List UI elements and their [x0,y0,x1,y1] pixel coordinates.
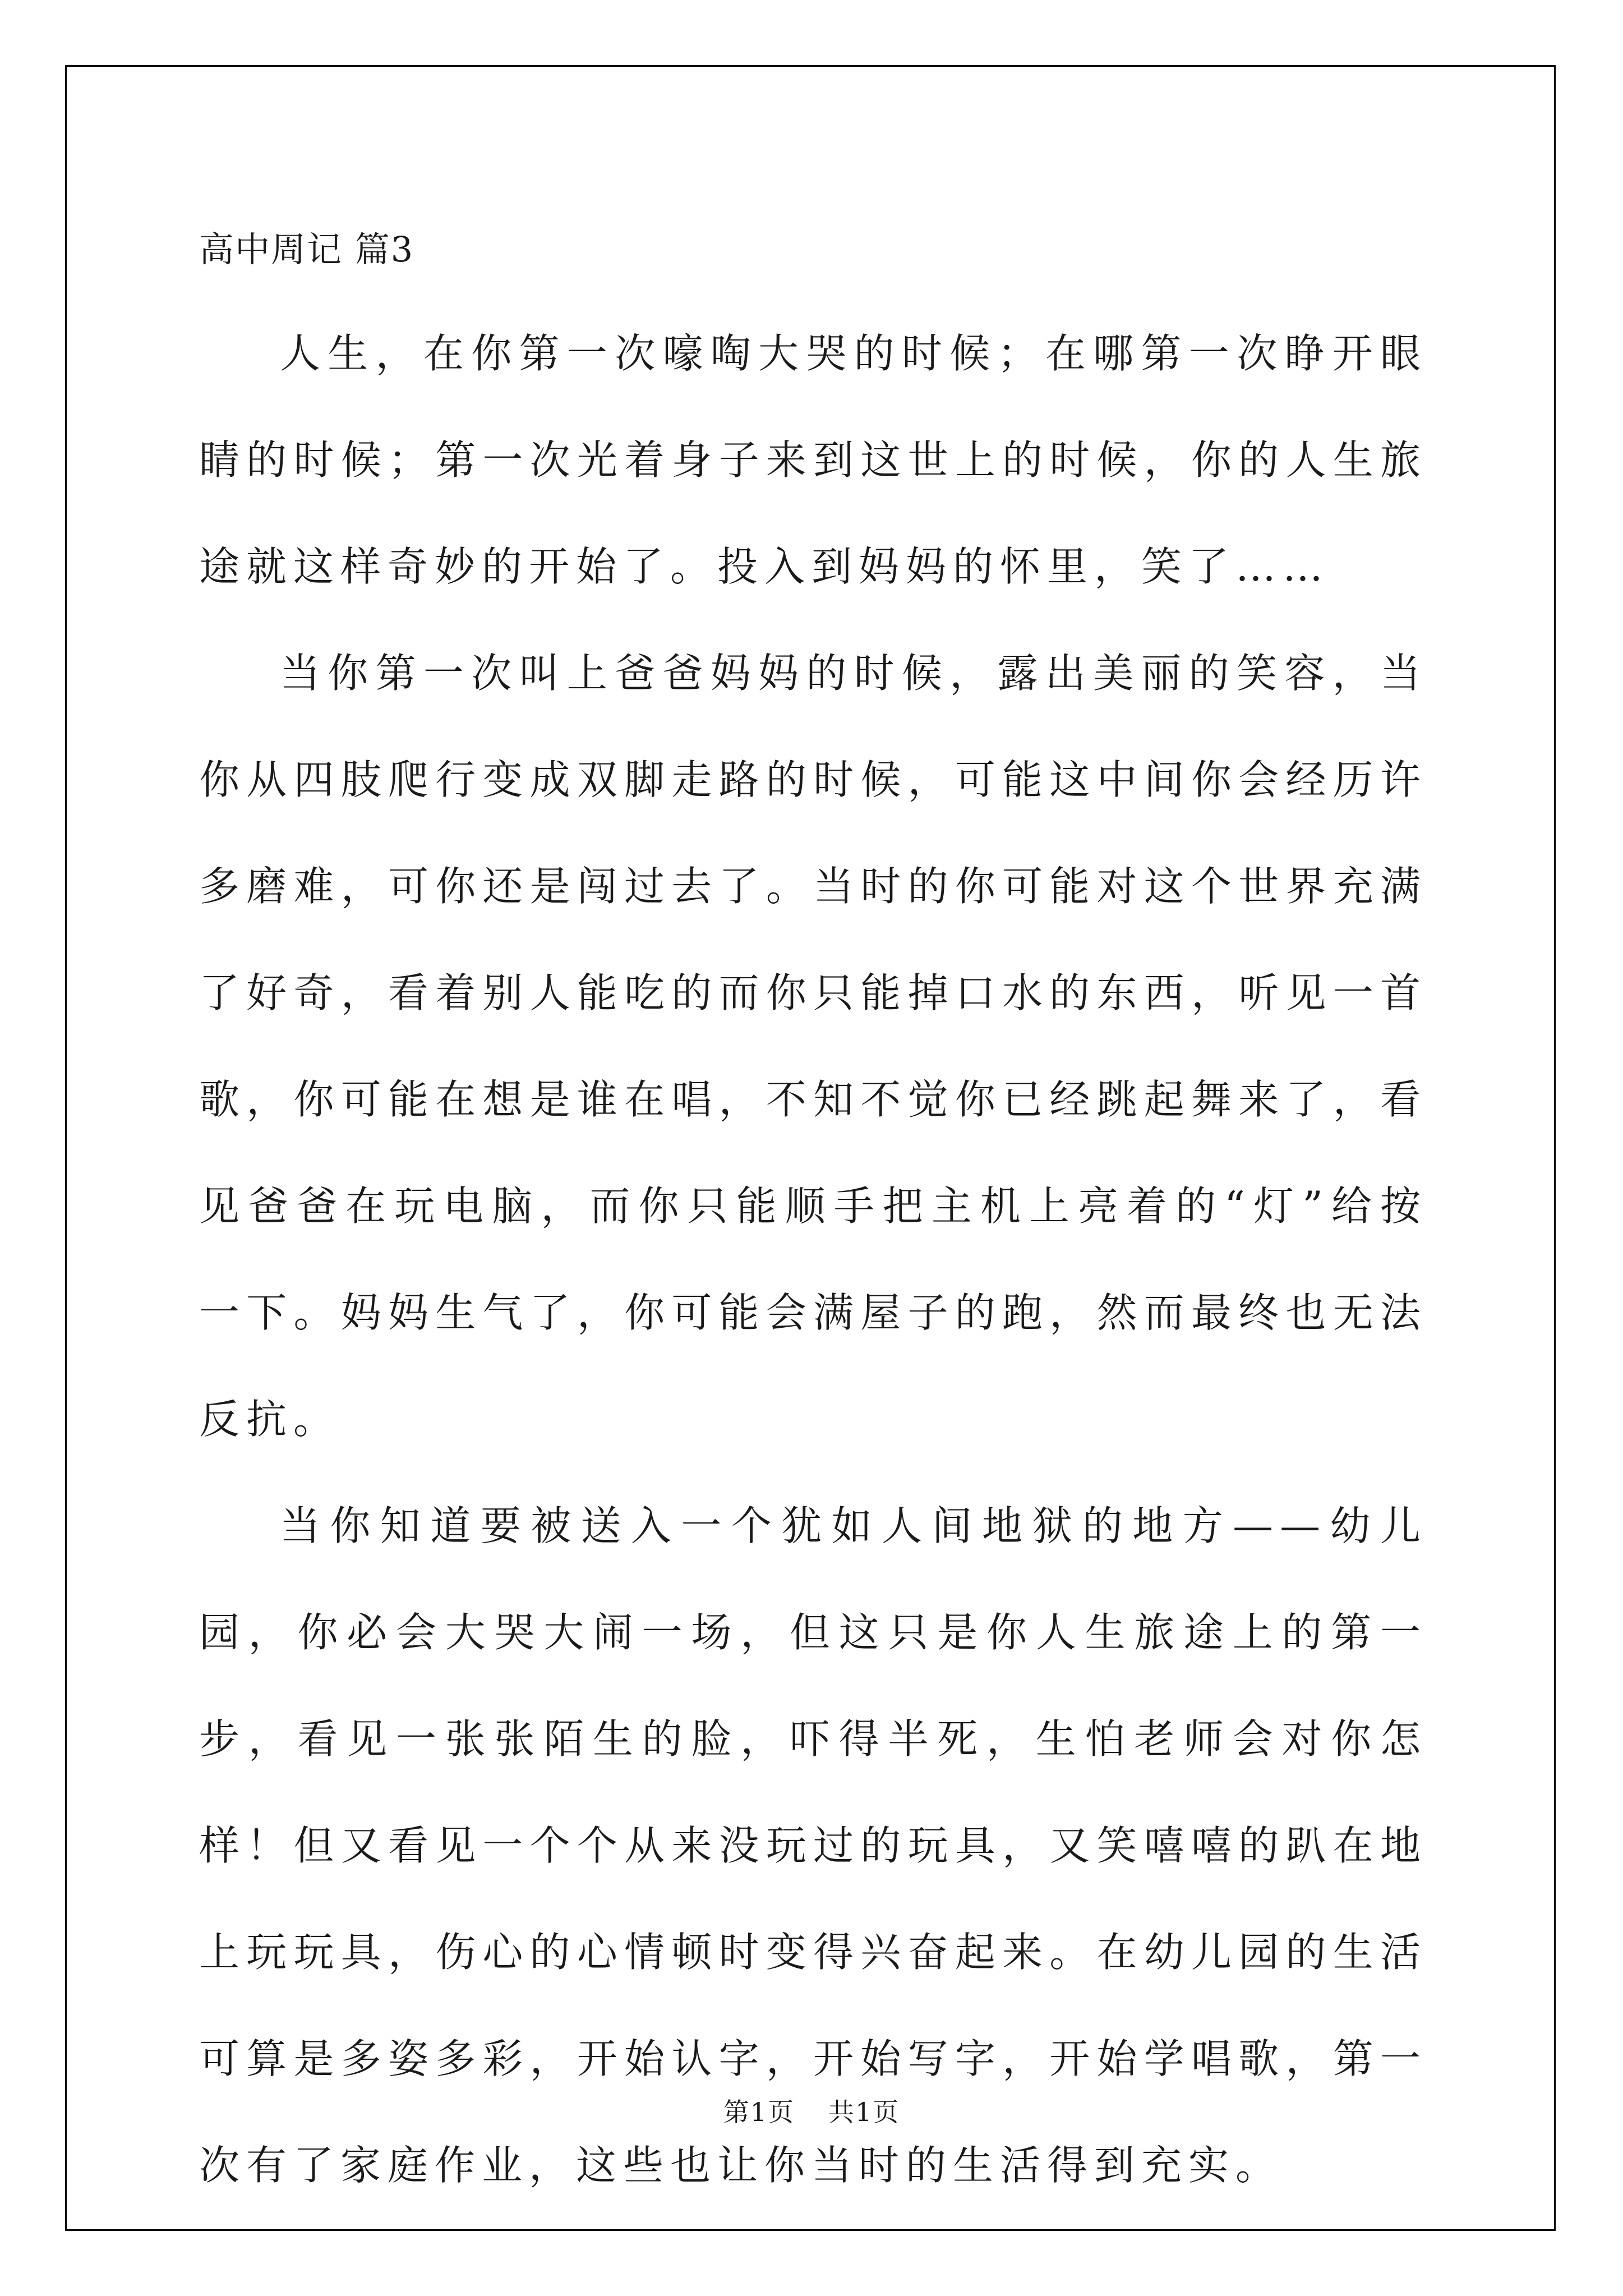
document-body [199,222,1427,2219]
page-total: 共1页 [828,2097,900,2127]
document-title: 高中周记 篇3 [199,229,414,270]
page-footer [0,2095,1623,2129]
page-number: 第1页 [723,2097,795,2127]
paragraph-1: 人生，在你第一次嚎啕大哭的时候；在哪第一次睁开眼睛的时候；第一次光着身子来到这世上的时候，你的人生旅途就这样奇妙的开始了。投入到妈妈的怀里，笑了…… [199,330,1427,590]
paragraph-3: 当你知道要被送入一个犹如人间地狱的地方——幼儿园，你必会大哭大闹一场，但这只是你人生旅途上的第一步，看见一张张陌生的脸，吓得半死，生怕老师会对你怎样！但又看见一个个从来没玩过的玩具，又笑嘻嘻的趴在地上玩玩具，伤心的心情顿时变得兴奋起来。在幼儿园的生活可算是多姿多彩，开始认字，开始写字，开始学唱歌，第一次有了家庭作业，这些也让你当时的生活得到充实。 [199,1502,1427,2189]
paragraph-2: 当你第一次叫上爸爸妈妈的时候，露出美丽的笑容，当你从四肢爬行变成双脚走路的时候，可能这中间你会经历许多磨难，可你还是闯过去了。当时的你可能对这个世界充满了好奇，看着别人能吃的而你只能掉口水的东西，听见一首歌，你可能在想是谁在唱，不知不觉你已经跳起舞来了，看见爸爸在玩电脑，而你只能顺手把主机上亮着的“灯”给按一下。妈妈生气了，你可能会满屋子的跑，然而最终也无法反抗。 [199,650,1427,1443]
